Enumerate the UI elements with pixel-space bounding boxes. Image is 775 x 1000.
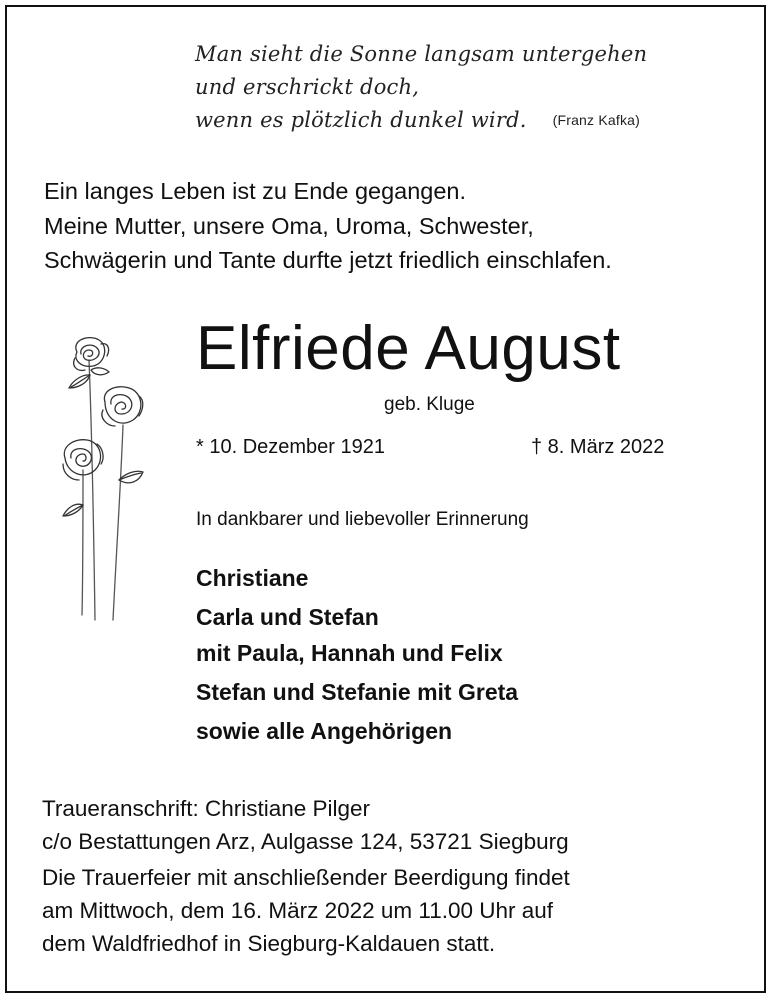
mourner-entry: sowie alle Angehörigen	[196, 718, 453, 744]
poem-line: Man sieht die Sonne langsam untergehen	[195, 42, 648, 66]
footer-info	[42, 792, 570, 960]
ceremony-line: Die Trauerfeier mit anschließender Beerdigung findet	[42, 865, 570, 890]
death-date: † 8. März 2022	[531, 436, 665, 458]
ceremony-line: am Mittwoch, dem 16. März 2022 um 11.00 Uhr auf	[42, 898, 554, 923]
poem-line	[195, 104, 647, 137]
intro-line: Meine Mutter, unsere Oma, Uroma, Schwester,	[44, 212, 534, 239]
address-line: Traueranschrift: Christiane Pilger	[42, 796, 371, 821]
roses-illustration-icon	[55, 330, 165, 630]
address-line: c/o Bestattungen Arz, Aulgasse 124, 53721 Siegburg	[42, 829, 569, 854]
memory-text: In dankbarer und liebevoller Erinnerung	[196, 509, 529, 530]
mourner-entry: Christiane	[196, 565, 309, 591]
intro-line: Ein langes Leben ist zu Ende gegangen.	[44, 178, 467, 204]
ceremony-line: dem Waldfriedhof in Siegburg-Kaldauen statt.	[42, 931, 496, 956]
birth-name: geb. Kluge	[384, 394, 475, 415]
poem-line: und erschrickt doch,	[195, 75, 420, 99]
intro-text	[44, 174, 612, 278]
poem-quote	[195, 38, 647, 137]
mourner-entry: Stefan und Stefanie mit Greta	[196, 679, 519, 705]
poem-line-text: wenn es plötzlich dunkel wird.	[195, 108, 527, 132]
birth-date: * 10. Dezember 1921	[196, 436, 386, 458]
poem-author: (Franz Kafka)	[552, 112, 640, 128]
intro-line: Schwägerin und Tante durfte jetzt friedlich einschlafen.	[44, 247, 612, 273]
deceased-name: Elfriede August	[196, 314, 621, 383]
mourner-entry: Carla und Stefan	[196, 604, 379, 630]
mourner-entry: mit Paula, Hannah und Felix	[196, 640, 503, 666]
mourners-list	[196, 560, 518, 749]
